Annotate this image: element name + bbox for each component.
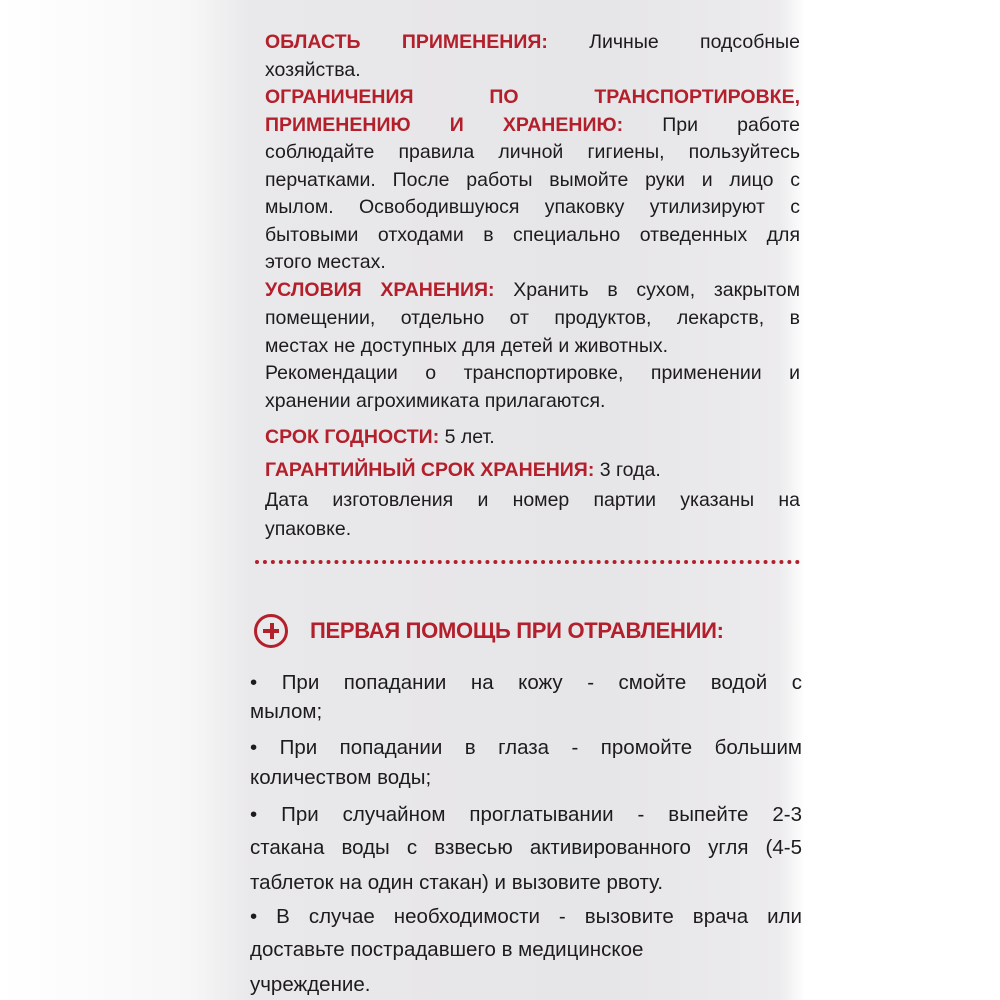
- body-text: Хранить в сухом, закрытом: [494, 279, 800, 301]
- body-text: Рекомендации о транспортировке, применении и: [265, 362, 800, 384]
- body-text: помещении, отдельно от продуктов, лекарств, в: [265, 307, 800, 329]
- section-heading: ОБЛАСТЬ ПРИМЕНЕНИЯ:: [265, 31, 548, 53]
- body-text: • При случайном проглатывании - выпейте 2-3: [250, 803, 802, 826]
- body-text: мылом. Освободившуюся упаковку утилизируют с: [265, 196, 800, 218]
- text-line: [265, 112, 800, 138]
- body-text: хранении агрохимиката прилагаются.: [265, 390, 606, 412]
- body-text: Дата изготовления и номер партии указаны на: [265, 489, 800, 511]
- text-line: [250, 699, 802, 725]
- body-text: хозяйства.: [265, 59, 361, 81]
- body-text: 5 лет.: [439, 426, 495, 448]
- first-aid-plus-icon: [254, 614, 288, 648]
- text-line: [265, 388, 800, 414]
- body-text: • При попадании на кожу - смойте водой с: [250, 671, 802, 694]
- text-line: [265, 84, 800, 110]
- section-heading: СРОК ГОДНОСТИ:: [265, 426, 440, 448]
- body-text: доставьте пострадавшего в медицинское: [250, 938, 644, 961]
- text-line: [250, 937, 802, 963]
- body-text: 3 года.: [594, 459, 661, 481]
- body-text: бытовыми отходами в специально отведенных для: [265, 224, 800, 246]
- text-line: [250, 972, 802, 998]
- text-line: [265, 29, 800, 55]
- text-line: [265, 424, 800, 450]
- text-line: [250, 802, 802, 828]
- text-line: [265, 516, 800, 542]
- body-text: Личные подсобные: [547, 31, 800, 53]
- body-text: соблюдайте правила личной гигиены, пользуйтесь: [265, 141, 800, 163]
- body-text: таблеток на один стакан) и вызовите рвоту.: [250, 871, 664, 894]
- text-line: [265, 305, 800, 331]
- text-line: [265, 277, 800, 303]
- body-text: упаковке.: [265, 518, 352, 540]
- text-line: [265, 167, 800, 193]
- body-text: При работе: [623, 114, 800, 136]
- body-text: перчатками. После работы вымойте руки и лицо с: [265, 169, 800, 191]
- body-text: стакана воды с взвесью активированного угля (4-5: [250, 836, 802, 859]
- text-line: [250, 735, 802, 761]
- section-heading: ПРИМЕНЕНИЮ И ХРАНЕНИЮ:: [265, 114, 624, 136]
- text-line: [265, 139, 800, 165]
- body-text: • При попадании в глаза - промойте большим: [250, 736, 802, 759]
- text-line: [265, 57, 800, 83]
- text-line: [265, 333, 800, 359]
- text-line: [265, 360, 800, 386]
- first-aid-heading: ПЕРВАЯ ПОМОЩЬ ПРИ ОТРАВЛЕНИИ:: [310, 618, 724, 643]
- body-text: • В случае необходимости - вызовите врача или: [250, 905, 802, 928]
- text-line: [265, 487, 800, 513]
- text-line: [250, 904, 802, 930]
- body-text: учреждение.: [250, 973, 371, 996]
- section-heading: ОГРАНИЧЕНИЯ ПО ТРАНСПОРТИРОВКЕ,: [265, 86, 800, 108]
- section-heading: ГАРАНТИЙНЫЙ СРОК ХРАНЕНИЯ:: [265, 459, 595, 481]
- body-text: количеством воды;: [250, 766, 432, 789]
- text-line: [250, 765, 802, 791]
- text-line: [265, 222, 800, 248]
- text-line: [250, 835, 802, 861]
- text-line: [265, 194, 800, 220]
- text-line: [265, 249, 800, 275]
- section-heading: УСЛОВИЯ ХРАНЕНИЯ:: [265, 279, 495, 301]
- text-line: [250, 670, 802, 696]
- body-text: мылом;: [250, 700, 323, 723]
- body-text: этого местах.: [265, 251, 386, 273]
- body-text: местах не доступных для детей и животных.: [265, 335, 669, 357]
- dashed-divider: [255, 560, 800, 564]
- text-line: [265, 457, 800, 483]
- text-line: [250, 870, 802, 896]
